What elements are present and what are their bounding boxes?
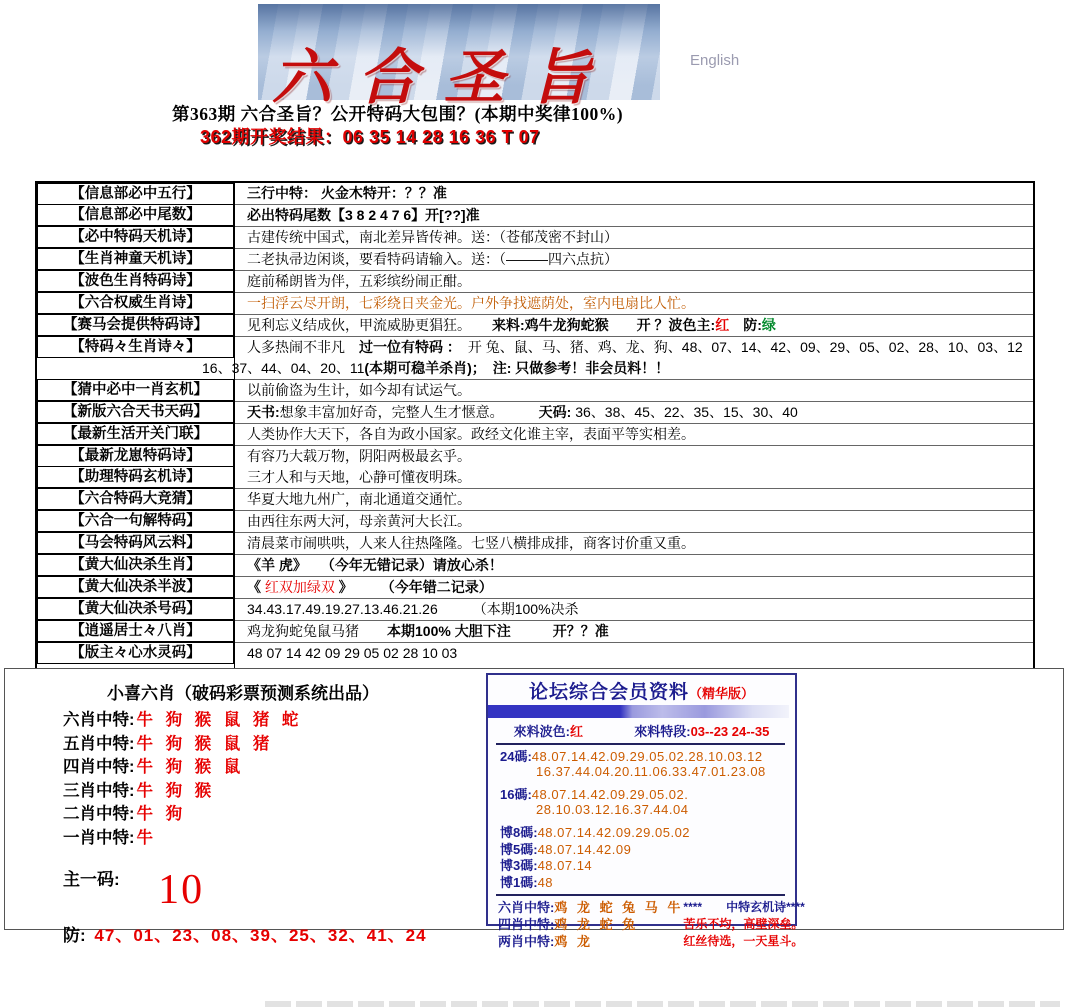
text-segment: 有容乃大载万物，阴阳两极最玄乎。: [247, 448, 471, 464]
row-label: 【马会特码风云料】: [37, 532, 234, 554]
row-content: [235, 467, 1033, 489]
gradient-bar: [488, 705, 789, 718]
table-row: [37, 555, 1033, 577]
text-segment: 红: [715, 317, 730, 333]
content-line: [247, 271, 1033, 292]
table-row: [37, 599, 1033, 621]
content-line: [247, 227, 1033, 248]
content-line: [247, 577, 1033, 598]
main-table: [35, 181, 1035, 687]
english-link[interactable]: English: [690, 52, 740, 69]
code-label: 博8碼:: [500, 825, 538, 840]
code-row: [500, 788, 795, 817]
row-label: 【必中特码天机诗】: [37, 226, 234, 248]
bottom-strip-decoration: [265, 1001, 1060, 1007]
member-zodiac-line: [498, 899, 683, 916]
zodiac-label: 六肖中特:: [63, 711, 135, 729]
table-row: [37, 205, 1033, 227]
table-row: [37, 380, 1033, 402]
code-row: [500, 876, 795, 891]
row-label-cell: [37, 511, 235, 533]
content-line: [247, 555, 1033, 576]
content-line: [247, 599, 1033, 620]
row-label-cell: [37, 489, 235, 511]
row-label: 【六合权威生肖诗】: [37, 292, 234, 314]
code-label: 博1碼:: [500, 874, 538, 890]
text-segment: 必出特码尾数【3 8 2 4 7 6】开[??]准: [247, 207, 480, 223]
row-label: 【波色生肖特码诗】: [37, 270, 234, 292]
text-segment: 34.43.17.49.19.27.13.46.21.26 （本期100%决杀: [247, 601, 579, 617]
text-segment: 红双加绿双: [264, 579, 335, 595]
code-row: [500, 750, 795, 779]
text-segment: 以前偷盗为生计，如今却有试运气。: [247, 382, 471, 398]
member-zodiac-list: [498, 899, 683, 950]
text-segment: 48 07 14 42 09 29 05 02 28 10 03: [247, 645, 458, 661]
content-line: [247, 446, 1033, 467]
code-line: [500, 788, 795, 803]
member-title-text: 论坛综合会员资料: [528, 682, 689, 703]
zodiac-label: 四肖中特:: [63, 758, 135, 776]
member-zodiac-line: [498, 933, 683, 950]
table-row: [37, 533, 1033, 555]
table-row: [37, 249, 1033, 271]
teduan-item: [634, 721, 769, 740]
code-row: [500, 859, 795, 874]
code-row: [500, 843, 795, 858]
text-segment: 古建传统中国式，南北差异皆传神。送：（苍郁茂密不封山）: [247, 229, 618, 245]
row-label-cell: [37, 293, 235, 315]
member-zodiac-label: 两肖中特:: [498, 934, 555, 949]
row-content: [235, 577, 1033, 599]
text-segment: 开？？准: [510, 623, 609, 639]
table-row: [37, 511, 1033, 533]
text-segment: 《羊 虎》 （今年无错记录）请放心杀！: [247, 557, 503, 573]
content-line: [247, 621, 1033, 642]
row-label: 【新版六合天书天码】: [37, 401, 234, 423]
row-label: 【黄大仙决杀号码】: [37, 598, 234, 620]
table-row: [37, 402, 1033, 424]
zodiac-value: 牛 狗 猴: [136, 781, 216, 800]
text-segment: 绿: [761, 317, 776, 333]
zodiac-line: [63, 733, 427, 757]
member-zodiac-area: [488, 898, 805, 950]
content-line: [247, 183, 1033, 204]
row-label-cell: [37, 402, 235, 424]
row-label: 【信息部必中尾数】: [37, 204, 234, 226]
row-label-cell: [37, 205, 235, 227]
text-segment: 注: 只做参考！非会员料！！: [478, 360, 670, 376]
table-row: [37, 271, 1033, 293]
row-label-cell: [37, 380, 235, 402]
row-label: 【六合一句解特码】: [37, 510, 234, 532]
code-numbers: 48.07.14: [537, 858, 593, 873]
row-label-cell: [37, 599, 235, 621]
row-label-cell: [37, 249, 235, 271]
row-content: [235, 555, 1033, 577]
row-content: [235, 533, 1033, 555]
member-panel-title: [488, 677, 795, 704]
divider: [496, 894, 785, 896]
code-numbers: 48.07.14.42.09.29.05.02.: [531, 787, 689, 802]
bottom-section: [4, 668, 1064, 949]
row-label: 【版主々心水灵码】: [37, 642, 234, 664]
zodiac-label: 二肖中特:: [63, 805, 135, 823]
code-row: [500, 826, 795, 841]
table-row: [37, 467, 1033, 489]
table-row: [37, 227, 1033, 249]
code-numbers-continued: 28.10.03.12.16.37.44.04: [536, 801, 689, 817]
table-row: [37, 293, 1033, 315]
page-title: 六合圣旨: [272, 45, 616, 111]
table-row: [37, 424, 1033, 446]
row-content: [235, 249, 1033, 271]
code-label: 16碼:: [500, 787, 532, 802]
text-segment: 天书:: [247, 404, 280, 420]
member-zodiac-value: 鸡 龙 蛇 兔: [554, 917, 639, 932]
row-label-cell: [37, 271, 235, 293]
code-label: 24碼:: [500, 749, 532, 764]
code-label: 博5碼:: [500, 841, 538, 857]
zodiac-line: [63, 709, 427, 733]
code-label: 博3碼:: [500, 858, 538, 873]
row-label: 【生肖神童天机诗】: [37, 248, 234, 270]
text-segment: 二老执帚边闲谈，要看特码请输入。送：（———四六点抗）: [247, 251, 618, 267]
row-content: [235, 424, 1033, 446]
row-label-cell: [37, 577, 235, 599]
text-segment: 》 （今年错二记录）: [334, 579, 493, 595]
text-segment: 天码:: [496, 404, 576, 420]
content-line: [202, 358, 1033, 379]
row-label: 【黄大仙决杀生肖】: [37, 554, 234, 576]
bose-label: 來料波色:: [513, 724, 570, 739]
content-line: [247, 511, 1033, 532]
member-zodiac-value: 鸡 龙: [554, 934, 593, 949]
row-label: 【逍遥居士々八肖】: [37, 620, 234, 642]
table-row: [37, 183, 1033, 205]
member-zodiac-line: [498, 916, 683, 933]
member-zodiac-label: 四肖中特:: [498, 917, 555, 932]
row-label: 【最新龙崽特码诗】: [37, 445, 234, 467]
code-line: [500, 843, 795, 858]
content-line: [247, 337, 1033, 358]
row-label-cell: [37, 315, 235, 337]
code-numbers: 48.07.14.42.09: [537, 841, 632, 857]
row-content: [235, 183, 1033, 205]
member-zodiac-label: 六肖中特:: [498, 900, 555, 915]
member-code-list: [488, 745, 795, 890]
code-line: [500, 826, 795, 841]
text-segment: 清晨菜市闹哄哄，人来人往热隆隆。七竖八横排成排，商客讨价重又重。: [247, 535, 695, 551]
content-line: [247, 249, 1033, 270]
content-line: [247, 643, 1033, 664]
issue-line: 第363期 六合圣旨？公开特码大包围？(本期中奖律100%): [172, 104, 624, 124]
zodiac-value: 牛 狗 猴 鼠 猪 蛇: [136, 711, 303, 729]
text-segment: 三才人和与天地，心静可懂夜明珠。: [247, 469, 471, 485]
code-numbers-continued: 16.37.44.04.20.11.06.33.47.01.23.08: [536, 763, 766, 779]
code-line: [500, 876, 795, 891]
row-label-cell: [37, 621, 235, 643]
teduan-value: 03--23 24--35: [690, 724, 770, 739]
zodiac-label: 五肖中特:: [63, 734, 135, 753]
row-content: [235, 511, 1033, 533]
code-numbers: 48.07.14.42.09.29.05.02: [537, 825, 691, 840]
zodiac-line: [63, 803, 427, 827]
zodiac-label: 一肖中特:: [63, 828, 135, 847]
row-content: [235, 205, 1033, 227]
zodiac-label: 三肖中特:: [63, 781, 135, 800]
zodiac-value: 牛 狗 猴 鼠: [136, 758, 245, 776]
row-content: [235, 271, 1033, 293]
banner-image: [258, 4, 660, 111]
zodiac-value: 牛 狗 猴 鼠 猪: [136, 734, 274, 753]
text-segment: (本期可稳羊杀肖)；: [364, 360, 479, 376]
row-label-cell: [37, 424, 235, 446]
zodiac-line: [63, 756, 427, 780]
row-label: 【特码々生肖诗々】: [37, 336, 234, 358]
text-segment: 三行中特： 火金木特开：？？准: [247, 185, 447, 201]
text-segment: 想象丰富加好奇，完整人生才惬意。: [279, 404, 497, 420]
fang-value: 47、01、23、08、39、25、32、41、24: [94, 926, 427, 945]
row-label: 【助理特码玄机诗】: [37, 466, 234, 488]
fang-row: [63, 921, 427, 946]
row-content: [235, 227, 1033, 249]
row-label-cell: [37, 555, 235, 577]
row-content: [235, 315, 1033, 337]
content-line: [247, 424, 1033, 445]
row-label: 【最新生活开关门联】: [37, 423, 234, 445]
member-panel: [486, 673, 805, 949]
member-edition-badge: （精华版）: [689, 686, 755, 701]
content-line: [247, 489, 1033, 510]
text-segment: 由西往东两大河，母亲黄河大长江。: [247, 513, 471, 529]
text-segment: 人类协作大天下，各自为政小国家。政经文化谁主宰，表面平等实相差。: [247, 426, 695, 442]
row-content: [235, 621, 1033, 643]
row-content: [235, 489, 1033, 511]
poem-title: **** 中特玄机诗****: [683, 900, 805, 914]
text-segment: 鸡龙狗蛇兔鼠马猪: [247, 623, 359, 639]
row-label: 【黄大仙决杀半波】: [37, 576, 234, 598]
text-segment: 本期100% 大胆下注: [359, 623, 511, 639]
row-content: [235, 293, 1033, 315]
main-code-row: [63, 865, 427, 911]
table-row: [37, 337, 1033, 380]
zodiac-value: 牛 狗: [136, 805, 187, 823]
text-segment: 过一位有特码 ：: [345, 339, 454, 355]
main-code-value: 10: [158, 867, 205, 913]
poem-line: 苦乐不均，高壁深垒。: [683, 917, 804, 931]
text-segment: 庭前稀朗皆为伴，五彩缤纷闹正酣。: [247, 273, 471, 289]
row-content: [235, 446, 1033, 467]
row-label-cell: [37, 183, 235, 205]
row-content: [235, 599, 1033, 621]
code-line: [500, 750, 795, 765]
content-line: [247, 467, 1033, 488]
previous-result-line: 362期开奖结果：06 35 14 28 16 36 T 07: [200, 127, 540, 147]
table-row: [37, 621, 1033, 643]
bose-item: [514, 721, 583, 740]
content-line: [247, 402, 1033, 423]
text-segment: 人多热闹不非凡: [247, 339, 345, 355]
table-row: [37, 489, 1033, 511]
teduan-label: 來料特段:: [634, 724, 691, 739]
code-numbers: 48: [537, 874, 554, 890]
row-label-cell: [37, 533, 235, 555]
row-content: [235, 380, 1033, 402]
row-content: [235, 402, 1033, 424]
row-content: [202, 337, 1033, 380]
row-label: 【信息部必中五行】: [37, 183, 234, 205]
fang-label: 防:: [63, 926, 86, 945]
text-segment: 见利忘义结成伙，甲流威胁更猖狂。: [247, 317, 464, 333]
main-code-label: 主一码:: [63, 870, 120, 889]
poem-line: 红丝待选，一天星斗。: [683, 934, 804, 948]
text-segment: 开 兔、鼠、马、猪、鸡、龙、狗、48、07、14、42、09、29、05、02、28、10、03、12: [453, 339, 1023, 355]
content-line: [247, 533, 1033, 554]
code-line: [500, 859, 795, 874]
mystery-poem: [683, 899, 804, 950]
left-panel: [63, 679, 427, 946]
content-line: [247, 293, 1033, 314]
table-row: [37, 446, 1033, 467]
row-label: 【猜中必中一肖玄机】: [37, 379, 234, 401]
member-meta-row: [488, 721, 795, 740]
text-segment: 来料:鸡牛龙狗蛇猴: [464, 317, 609, 333]
row-label-cell: [37, 467, 235, 489]
text-segment: 《: [247, 579, 265, 595]
content-line: [247, 315, 1033, 336]
zodiac-value: 牛: [136, 828, 157, 847]
table-row: [37, 577, 1033, 599]
content-line: [247, 380, 1033, 401]
bose-value: 红: [569, 724, 583, 739]
table-row: [37, 315, 1033, 337]
row-label: 【赛马会提供特码诗】: [37, 314, 234, 336]
content-line: [247, 205, 1033, 226]
text-segment: 36、38、45、22、35、15、30、40: [575, 404, 798, 420]
text-segment: 防:: [729, 317, 762, 333]
text-segment: 华夏大地九州广，南北通道交通忙。: [247, 491, 471, 507]
text-segment: 16、37、44、04、20、11: [202, 360, 365, 376]
code-numbers: 48.07.14.42.09.29.05.02.28.10.03.12: [531, 749, 763, 764]
left-zodiac-list: [63, 709, 427, 850]
text-segment: 开 ？波色主:: [608, 317, 716, 333]
zodiac-line: [63, 827, 427, 851]
row-label: 【六合特码大竞猜】: [37, 488, 234, 510]
row-label-cell: [37, 227, 235, 249]
zodiac-line: [63, 780, 427, 804]
row-label-cell: [37, 446, 235, 467]
text-segment: 一扫浮云尽开朗，七彩绕日夹金光。户外争找遮荫处，室内电扇比人忙。: [247, 295, 695, 311]
left-panel-title: 小喜六肖（破码彩票预测系统出品）: [107, 684, 379, 703]
member-zodiac-value: 鸡 龙 蛇 兔 马 牛: [554, 900, 684, 915]
